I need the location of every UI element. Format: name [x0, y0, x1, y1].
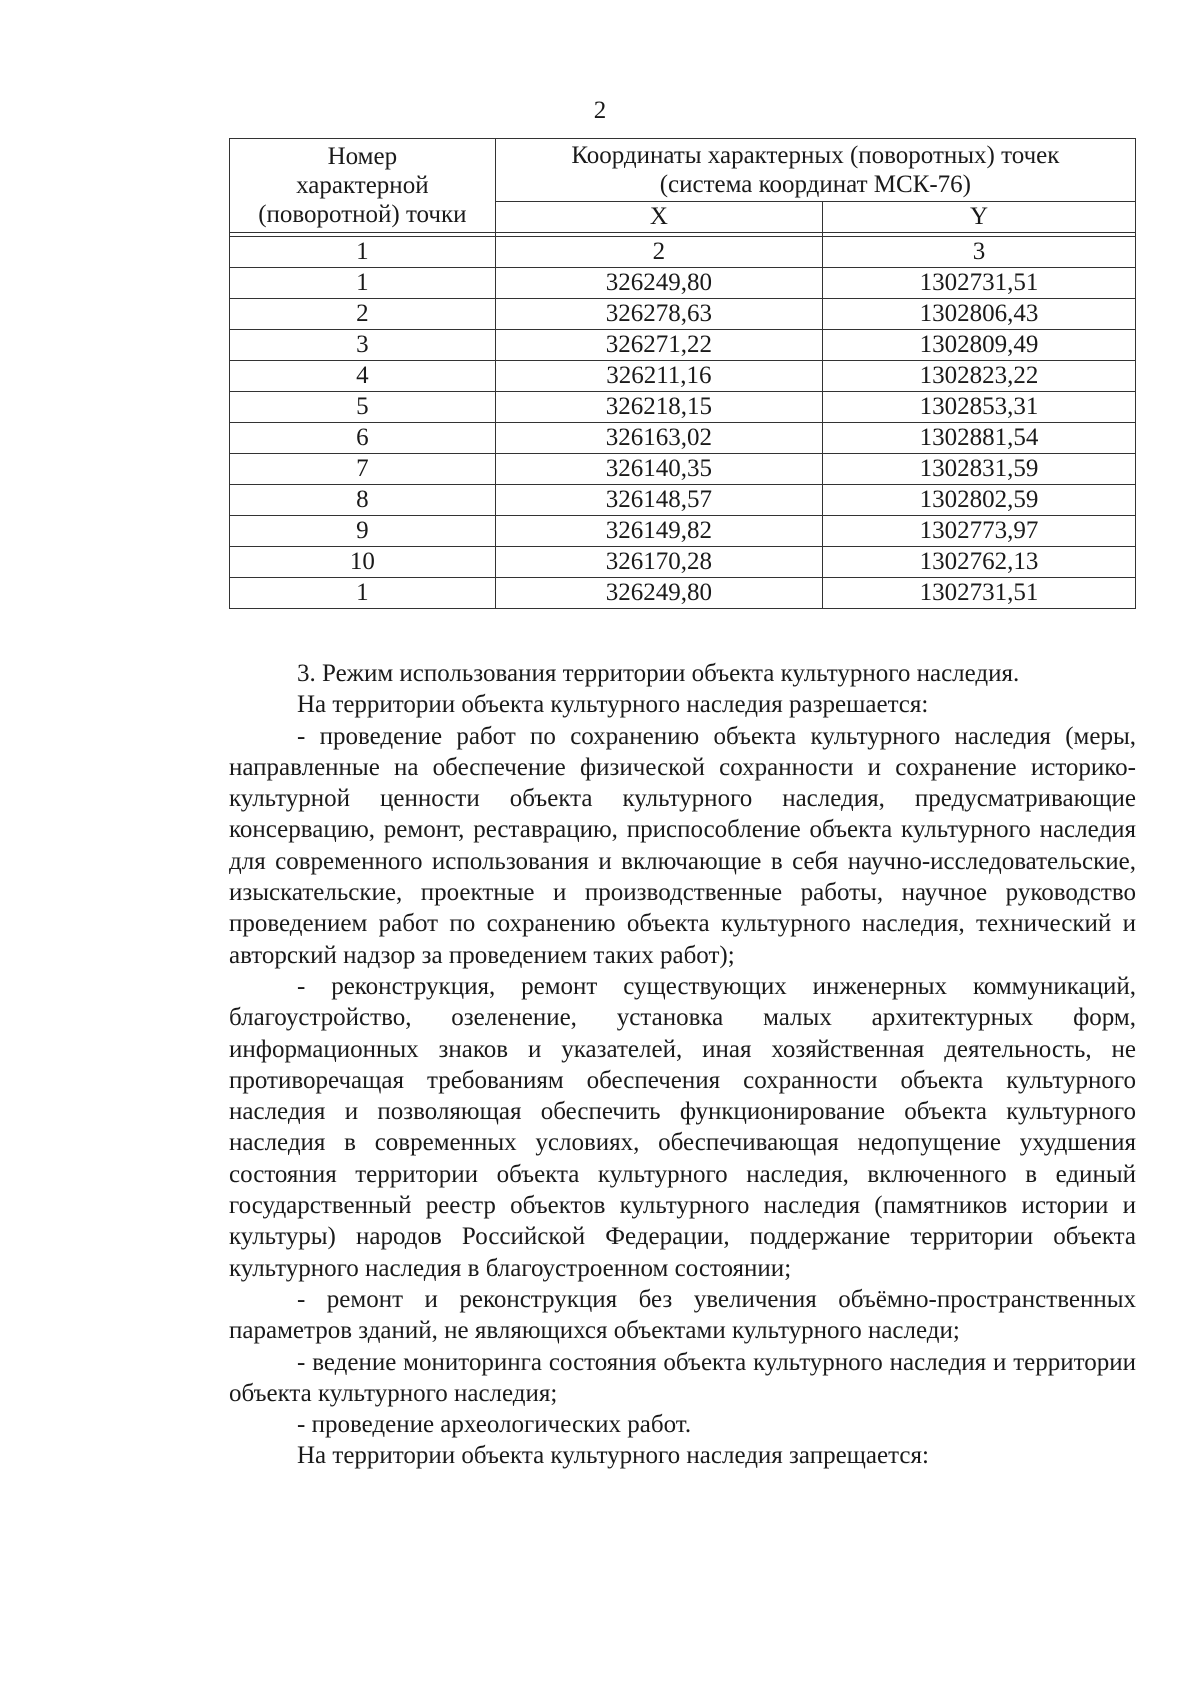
column-number: 1	[230, 237, 496, 268]
y-value: 1302802,59	[823, 485, 1136, 516]
column-number-row	[230, 237, 1136, 268]
column-number: 3	[823, 237, 1136, 268]
body-text	[229, 658, 1136, 1472]
paragraph-prohibited-intro: На территории объекта культурного наследия запрещается:	[297, 1442, 929, 1470]
paragraph-allowed-intro: На территории объекта культурного наследия разрешается:	[297, 691, 929, 719]
point-number: 9	[230, 516, 496, 547]
y-value: 1302731,51	[823, 578, 1136, 609]
x-value: 326271,22	[495, 330, 822, 361]
y-value: 1302806,43	[823, 299, 1136, 330]
y-value: 1302853,31	[823, 392, 1136, 423]
table-row	[230, 299, 1136, 330]
table-row	[230, 268, 1136, 299]
point-number: 10	[230, 547, 496, 578]
point-number: 5	[230, 392, 496, 423]
y-value: 1302731,51	[823, 268, 1136, 299]
paragraph-repair: - ремонт и реконструкция без увеличения объёмно-пространственных параметров зданий, не являющихся объектами культурного наследи;	[229, 1285, 1136, 1345]
x-value: 326211,16	[495, 361, 822, 392]
x-value: 326163,02	[495, 423, 822, 454]
page-number: 2	[593, 97, 607, 124]
table-row	[230, 392, 1136, 423]
header-point-line: (поворотной) точки	[258, 201, 467, 228]
y-value: 1302823,22	[823, 361, 1136, 392]
point-number: 1	[230, 268, 496, 299]
y-value: 1302773,97	[823, 516, 1136, 547]
point-number: 4	[230, 361, 496, 392]
header-point-number	[230, 139, 496, 233]
table-row	[230, 578, 1136, 609]
table-row	[230, 361, 1136, 392]
table-row	[230, 547, 1136, 578]
header-coordinates	[495, 139, 1135, 202]
paragraph-reconstruction: - реконструкция, ремонт существующих инженерных коммуникаций, благоустройство, озеленение, установка малых архитектурных форм, информационных знаков и указателей, иная хозяйственная деятельность, не противоречащая требованиям обеспечения сохранности объекта культурного наследия и позволяющая обеспечить функционирование объекта культурного наследия в современных условиях, обеспечивающая недопущение ухудшения состояния территории объекта культурного наследия, включенного в единый государственный реестр объектов культурного наследия (памятников истории и культуры) народов Российской Федерации, поддержание территории объекта культурного наследия в благоустроенном состоянии;	[229, 972, 1136, 1282]
x-value: 326249,80	[495, 268, 822, 299]
x-value: 326140,35	[495, 454, 822, 485]
table-row	[230, 423, 1136, 454]
header-coords-line: (система координат МСК-76)	[659, 171, 971, 198]
x-value: 326170,28	[495, 547, 822, 578]
x-value: 326149,82	[495, 516, 822, 547]
header-point-line: характерной	[296, 172, 429, 199]
y-value: 1302881,54	[823, 423, 1136, 454]
table-row	[230, 330, 1136, 361]
header-x: X	[495, 202, 822, 233]
point-number: 8	[230, 485, 496, 516]
column-number: 2	[495, 237, 822, 268]
x-value: 326249,80	[495, 578, 822, 609]
x-value: 326148,57	[495, 485, 822, 516]
paragraph-preservation-works: - проведение работ по сохранению объекта культурного наследия (меры, направленные на обеспечение физической сохранности и сохранение историко-культурной ценности объекта культурного наследия, предусматривающие консервацию, ремонт, реставрацию, приспособление объекта культурного наследия для современного использования и включающие в себя научно-исследовательские, изыскательские, проектные и производственные работы, научное руководство проведением работ по сохранению объекта культурного наследия, технический и авторский надзор за проведением таких работ);	[229, 722, 1136, 969]
paragraph-archaeology: - проведение археологических работ.	[297, 1411, 692, 1439]
table-row	[230, 485, 1136, 516]
header-point-line: Номер	[327, 143, 398, 170]
point-number: 1	[230, 578, 496, 609]
table-row	[230, 516, 1136, 547]
x-value: 326218,15	[495, 392, 822, 423]
point-number: 6	[230, 423, 496, 454]
y-value: 1302762,13	[823, 547, 1136, 578]
header-y: Y	[823, 202, 1136, 233]
y-value: 1302809,49	[823, 330, 1136, 361]
coordinates-table	[229, 138, 1136, 609]
x-value: 326278,63	[495, 299, 822, 330]
section-heading: 3. Режим использования территории объекта культурного наследия.	[297, 660, 1020, 687]
y-value: 1302831,59	[823, 454, 1136, 485]
point-number: 7	[230, 454, 496, 485]
paragraph-monitoring: - ведение мониторинга состояния объекта культурного наследия и территории объекта культурного наследия;	[229, 1348, 1136, 1407]
point-number: 3	[230, 330, 496, 361]
point-number: 2	[230, 299, 496, 330]
table-row	[230, 454, 1136, 485]
header-coords-line: Координаты характерных (поворотных) точек	[571, 142, 1060, 169]
